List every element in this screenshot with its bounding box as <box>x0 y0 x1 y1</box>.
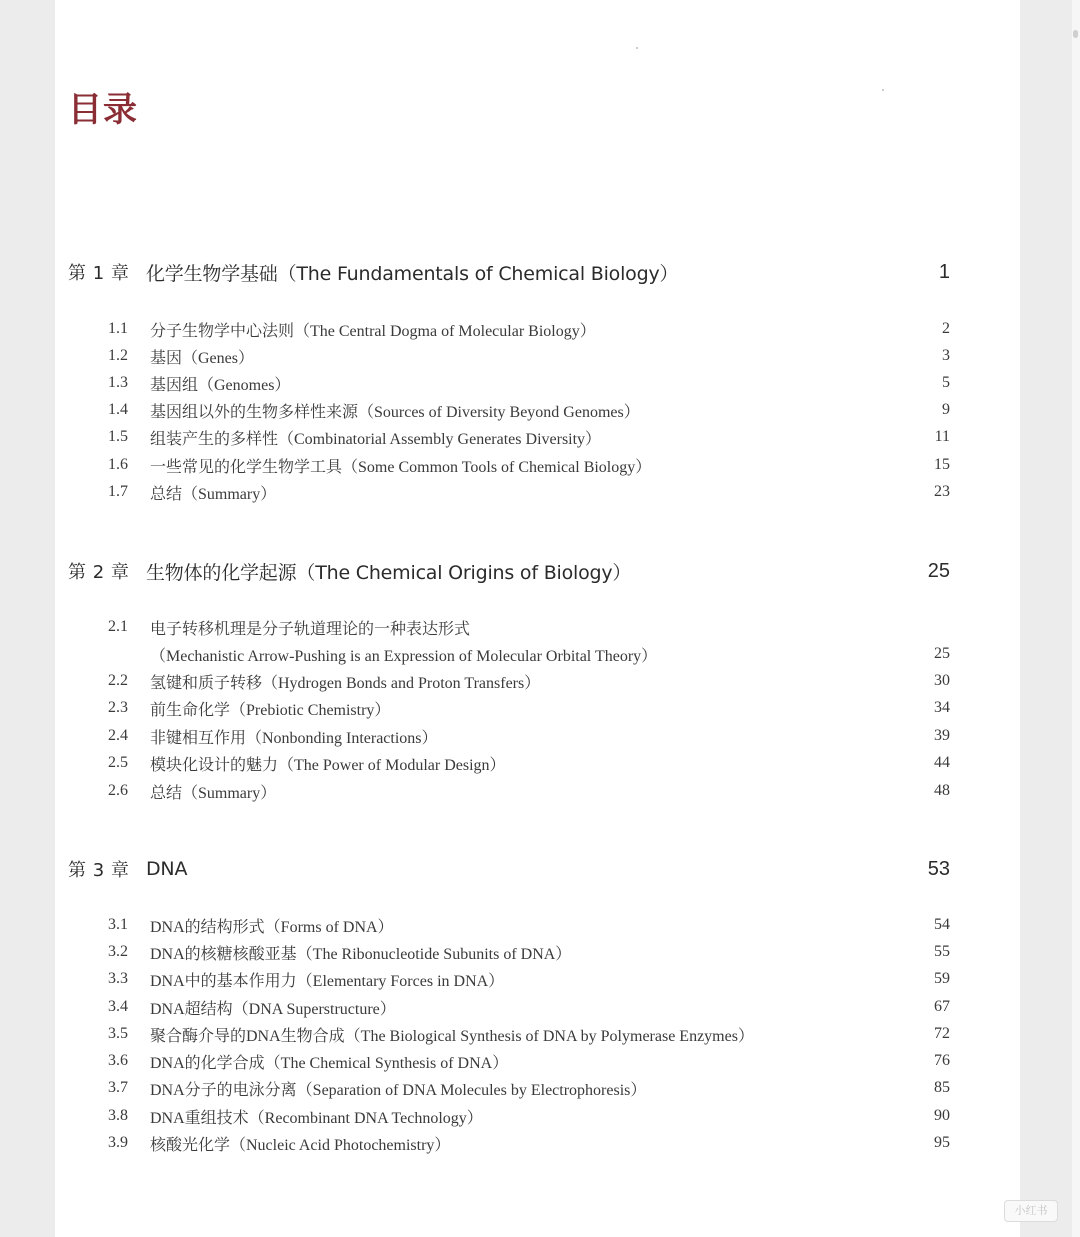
section-title: 非键相互作用（Nonbonding Interactions） <box>150 729 438 747</box>
section-number: 1.7 <box>108 483 128 500</box>
section-title: DNA的结构形式（Forms of DNA） <box>150 918 394 936</box>
section-title: 组装产生的多样性（Combinatorial Assembly Generates Diversity） <box>150 430 602 448</box>
section-number: 3.9 <box>108 1134 128 1151</box>
toc-entry[interactable] <box>108 1075 950 1101</box>
section-page: 54 <box>934 916 950 933</box>
toc-entry[interactable] <box>108 452 950 478</box>
toc-entry[interactable] <box>108 316 950 342</box>
section-page: 90 <box>934 1107 950 1124</box>
section-page: 48 <box>934 782 950 799</box>
section-number: 2.6 <box>108 782 128 799</box>
chapter-heading[interactable] <box>68 556 950 586</box>
watermark-logo: 小红书 <box>1004 1200 1058 1222</box>
section-title: 基因组以外的生物多样性来源（Sources of Diversity Beyond Genomes） <box>150 403 640 421</box>
section-number: 1.4 <box>108 401 128 418</box>
section-number: 3.8 <box>108 1107 128 1124</box>
section-title: DNA重组技术（Recombinant DNA Technology） <box>150 1109 483 1127</box>
chapter-title: 生物体的化学起源（The Chemical Origins of Biology） <box>146 561 632 584</box>
toc-entry[interactable] <box>108 1130 950 1156</box>
section-number: 2.2 <box>108 672 128 689</box>
section-number: 2.5 <box>108 754 128 771</box>
toc-entry[interactable] <box>108 912 950 938</box>
section-page: 44 <box>934 754 950 771</box>
section-title: 电子转移机理是分子轨道理论的一种表达形式 <box>150 620 471 638</box>
section-page: 5 <box>942 374 950 391</box>
section-page: 15 <box>934 456 950 473</box>
section-number: 3.3 <box>108 970 128 987</box>
section-number: 3.2 <box>108 943 128 960</box>
section-page: 23 <box>934 483 950 500</box>
toc-entry-continuation[interactable] <box>150 641 950 667</box>
scrollbar-track[interactable] <box>1072 0 1080 1237</box>
section-title: 一些常见的化学生物学工具（Some Common Tools of Chemical Biology） <box>150 458 652 476</box>
section-page: 39 <box>934 727 950 744</box>
toc-entry[interactable] <box>108 1103 950 1129</box>
toc-entry[interactable] <box>108 479 950 505</box>
section-title: DNA分子的电泳分离（Separation of DNA Molecules by Electrophoresis） <box>150 1081 647 1099</box>
section-number: 2.3 <box>108 699 128 716</box>
section-title: 模块化设计的魅力（The Power of Modular Design） <box>150 756 506 774</box>
paper-speck <box>882 89 884 91</box>
section-number: 1.1 <box>108 320 128 337</box>
section-title: 总结（Summary） <box>150 485 277 503</box>
chapter-title: 化学生物学基础（The Fundamentals of Chemical Biology） <box>146 262 679 285</box>
section-page: 30 <box>934 672 950 689</box>
chapter-title: DNA <box>146 858 188 880</box>
section-page: 85 <box>934 1079 950 1096</box>
section-page: 59 <box>934 970 950 987</box>
section-page: 67 <box>934 998 950 1015</box>
toc-entry[interactable] <box>108 1048 950 1074</box>
section-number: 1.3 <box>108 374 128 391</box>
chapter-page: 53 <box>927 857 950 880</box>
section-title: 基因组（Genomes） <box>150 376 291 394</box>
section-title: 总结（Summary） <box>150 784 277 802</box>
section-page: 76 <box>934 1052 950 1069</box>
section-number: 1.2 <box>108 347 128 364</box>
section-title: 基因（Genes） <box>150 349 254 367</box>
toc-entry[interactable] <box>108 668 950 694</box>
paper-speck <box>636 47 638 49</box>
chapter-heading[interactable] <box>68 257 950 287</box>
toc-entry[interactable] <box>108 750 950 776</box>
chapter-page: 1 <box>938 260 950 283</box>
toc-entry[interactable] <box>108 397 950 423</box>
toc-entry[interactable] <box>108 370 950 396</box>
section-title: 核酸光化学（Nucleic Acid Photochemistry） <box>150 1136 451 1154</box>
section-page: 25 <box>934 645 950 662</box>
section-number: 3.1 <box>108 916 128 933</box>
section-page: 55 <box>934 943 950 960</box>
chapter-page: 25 <box>927 559 950 582</box>
chapter-heading[interactable] <box>68 854 950 884</box>
section-number: 3.7 <box>108 1079 128 1096</box>
section-title: 聚合酶介导的DNA生物合成（The Biological Synthesis of DNA by Polymerase Enzymes） <box>150 1027 754 1045</box>
section-page: 72 <box>934 1025 950 1042</box>
toc-entry[interactable] <box>108 343 950 369</box>
section-number: 1.5 <box>108 428 128 445</box>
section-number: 2.1 <box>108 618 128 635</box>
section-title: DNA的核糖核酸亚基（The Ribonucleotide Subunits of DNA） <box>150 945 572 963</box>
section-number: 3.4 <box>108 998 128 1015</box>
section-title: 分子生物学中心法则（The Central Dogma of Molecular Biology） <box>150 322 596 340</box>
toc-title: 目录 <box>68 90 138 130</box>
section-title: DNA中的基本作用力（Elementary Forces in DNA） <box>150 972 505 990</box>
section-page: 11 <box>934 428 950 445</box>
toc-entry[interactable] <box>108 778 950 804</box>
toc-entry[interactable] <box>108 695 950 721</box>
toc-entry[interactable] <box>108 723 950 749</box>
scrollbar-thumb[interactable] <box>1073 30 1078 38</box>
toc-entry[interactable] <box>108 994 950 1020</box>
section-page: 34 <box>934 699 950 716</box>
toc-entry[interactable] <box>108 1021 950 1047</box>
section-number: 2.4 <box>108 727 128 744</box>
toc-entry[interactable] <box>108 424 950 450</box>
chapter-number: 第 2 章 <box>68 562 130 583</box>
section-number: 1.6 <box>108 456 128 473</box>
chapter-number: 第 1 章 <box>68 263 130 284</box>
toc-entry[interactable] <box>108 614 950 640</box>
section-page: 9 <box>942 401 950 418</box>
section-number: 3.5 <box>108 1025 128 1042</box>
section-page: 95 <box>934 1134 950 1151</box>
section-page: 2 <box>942 320 950 337</box>
section-title: 氢键和质子转移（Hydrogen Bonds and Proton Transfers） <box>150 674 541 692</box>
toc-entry[interactable] <box>108 966 950 992</box>
chapter-number: 第 3 章 <box>68 860 130 881</box>
section-title: 前生命化学（Prebiotic Chemistry） <box>150 701 391 719</box>
section-title: DNA的化学合成（The Chemical Synthesis of DNA） <box>150 1054 509 1072</box>
section-page: 3 <box>942 347 950 364</box>
section-title: DNA超结构（DNA Superstructure） <box>150 1000 396 1018</box>
section-number: 3.6 <box>108 1052 128 1069</box>
section-title-continuation: （Mechanistic Arrow-Pushing is an Expression of Molecular Orbital Theory） <box>150 647 658 665</box>
toc-entry[interactable] <box>108 939 950 965</box>
